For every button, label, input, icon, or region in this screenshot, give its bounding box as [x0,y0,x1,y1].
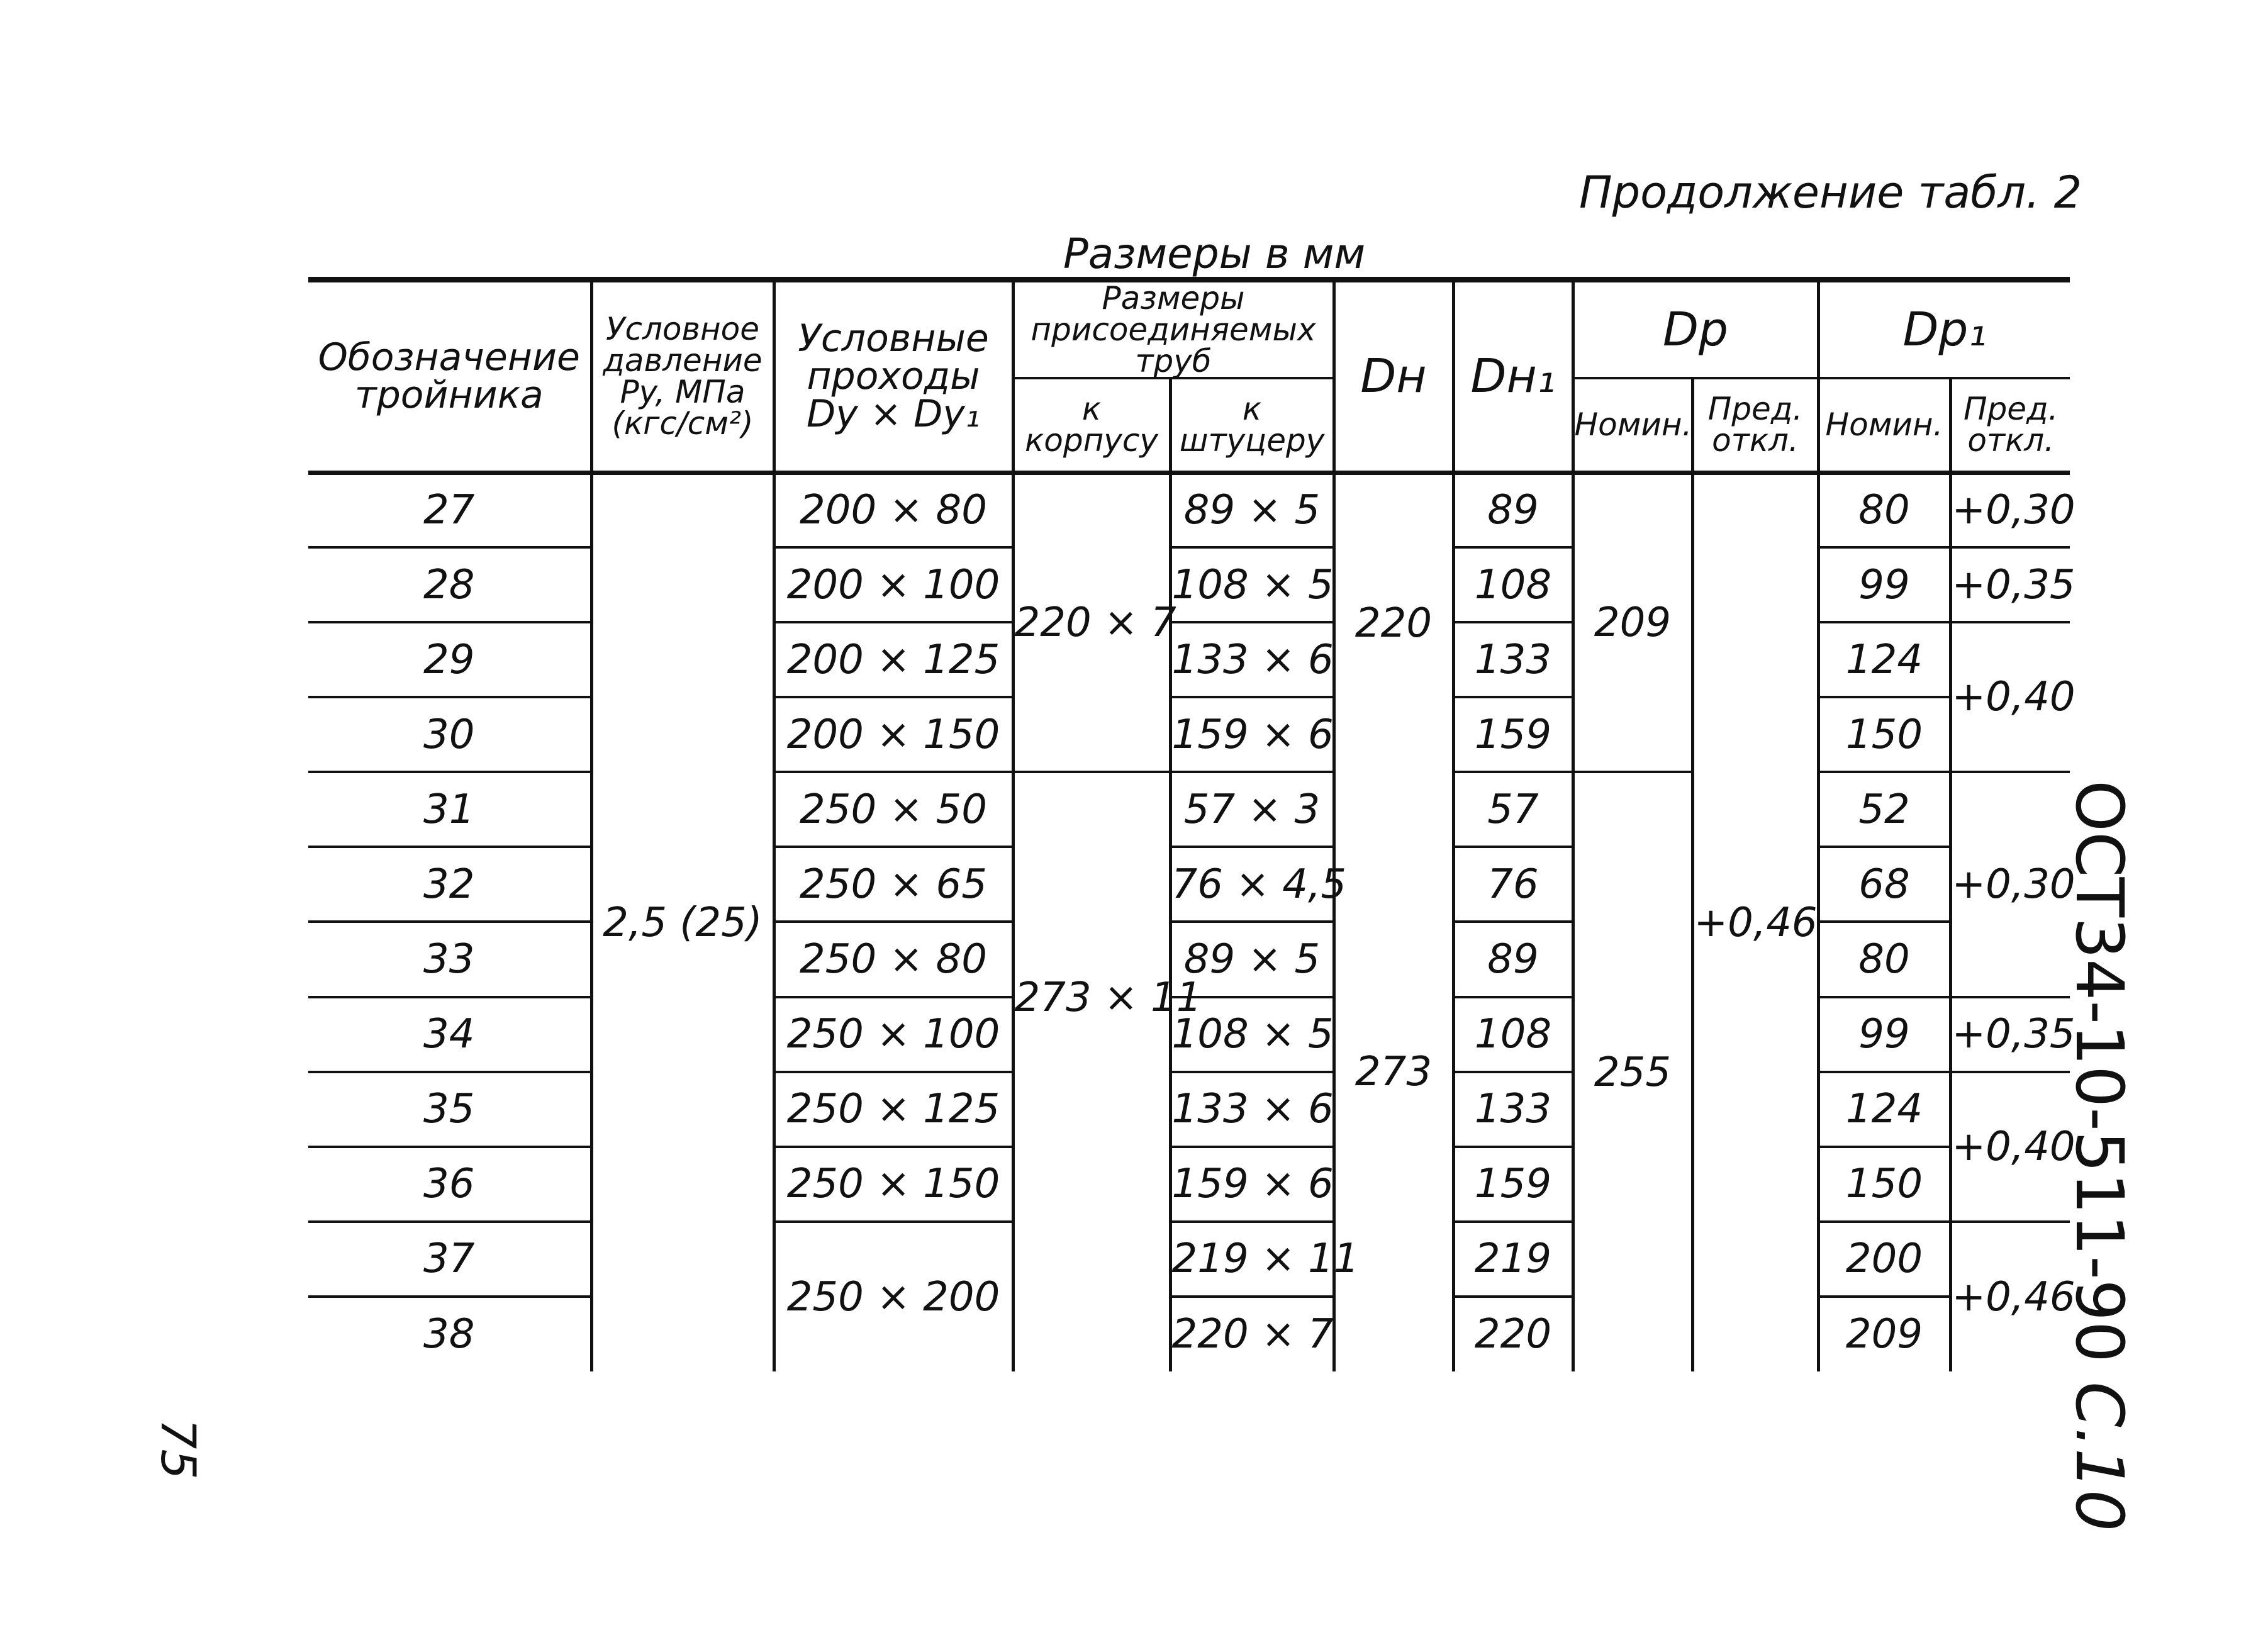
header-to-fitting: к штуцеру [1170,378,1334,472]
header-pressure: Условное давление Py, МПа (кгс/см²) [591,280,774,473]
body-pipe-cell-empty [1013,1222,1170,1371]
designation-cell: 28 [308,547,591,622]
header-dp: Dр [1573,280,1818,379]
designation-cell: 38 [308,1297,591,1371]
designation-cell: 34 [308,997,591,1072]
fitting-pipe-cell: 159 × 6 [1170,1147,1334,1222]
header-passages: Условные проходы Dy × Dy₁ [774,280,1013,473]
fitting-pipe-cell: 133 × 6 [1170,1072,1334,1147]
designation-cell: 29 [308,622,591,697]
fitting-pipe-cell: 76 × 4,5 [1170,847,1334,922]
passage-cell: 200 × 150 [774,697,1013,772]
fitting-pipe-cell: 57 × 3 [1170,772,1334,847]
dn1-cell: 133 [1453,622,1573,697]
dp1-deviation-cell: +0,35 [1950,547,2070,622]
designation-cell: 35 [308,1072,591,1147]
dp1-nominal-cell: 124 [1818,622,1950,697]
header-dp1-deviation: Пред. откл. [1950,378,2070,472]
dp-nominal-cell: 209 [1573,472,1692,772]
fitting-pipe-cell: 89 × 5 [1170,472,1334,547]
dn1-cell: 159 [1453,1147,1573,1222]
designation-cell: 31 [308,772,591,847]
dp1-deviation-cell: +0,46 [1950,1222,2070,1371]
dn1-cell: 219 [1453,1222,1573,1297]
dn1-cell: 220 [1453,1297,1573,1371]
page-number: 75 [150,1419,206,1480]
dn1-cell: 57 [1453,772,1573,847]
dp-nominal-cell: 255 [1573,772,1692,1371]
designation-cell: 36 [308,1147,591,1222]
dp1-nominal-cell: 80 [1818,472,1950,547]
header-dp-nominal: Номин. [1573,378,1692,472]
dn-cell: 220 [1334,472,1453,772]
dp1-nominal-cell: 68 [1818,847,1950,922]
units-label: Размеры в мм [1063,230,1366,278]
fitting-pipe-cell: 89 × 5 [1170,922,1334,997]
passage-cell: 200 × 80 [774,472,1013,547]
passage-cell: 250 × 50 [774,772,1013,847]
designation-cell: 30 [308,697,591,772]
dn1-cell: 76 [1453,847,1573,922]
dn1-cell: 89 [1453,922,1573,997]
dp1-nominal-cell: 200 [1818,1222,1950,1297]
header-pipes: Размеры присоединяемых труб [1013,280,1334,379]
header-designation: Обозначение тройника [308,280,591,473]
dp1-deviation-cell: +0,30 [1950,772,2070,997]
dp-deviation-cell: +0,46 [1692,472,1818,1371]
passage-cell: 250 × 150 [774,1147,1013,1222]
passage-cell: 250 × 200 [774,1222,1013,1371]
table-continuation-label: Продолжение табл. 2 [1579,167,2082,218]
designation-cell: 33 [308,922,591,997]
passage-cell: 200 × 100 [774,547,1013,622]
dp1-deviation-cell: +0,30 [1950,472,2070,547]
dn1-cell: 108 [1453,547,1573,622]
sheet-number: С.10 [2061,1382,2138,1532]
pressure-cell: 2,5 (25) [591,472,774,1371]
dn-cell: 273 [1334,772,1453,1371]
passage-cell: 250 × 125 [774,1072,1013,1147]
body-pipe-cell: 220 × 7 [1013,472,1170,772]
dn1-cell: 108 [1453,997,1573,1072]
passage-cell: 250 × 80 [774,922,1013,997]
designation-cell: 37 [308,1222,591,1297]
dp1-nominal-cell: 80 [1818,922,1950,997]
passage-cell: 250 × 65 [774,847,1013,922]
designation-cell: 27 [308,472,591,547]
dn1-cell: 133 [1453,1072,1573,1147]
header-to-body: к корпусу [1013,378,1170,472]
header-dp-deviation: Пред. откл. [1692,378,1818,472]
table-row [308,472,2070,547]
designation-cell: 32 [308,847,591,922]
header-dn1: Dн₁ [1453,280,1573,473]
fitting-pipe-cell: 219 × 11 [1170,1222,1334,1297]
passage-cell: 200 × 125 [774,622,1013,697]
dp1-nominal-cell: 52 [1818,772,1950,847]
dp1-deviation-cell: +0,35 [1950,997,2070,1072]
header-dp1-nominal: Номин. [1818,378,1950,472]
header-dp1: Dр₁ [1818,280,2070,379]
body-pipe-cell: 273 × 11 [1013,772,1170,1221]
fitting-pipe-cell: 108 × 5 [1170,547,1334,622]
fitting-pipe-cell: 133 × 6 [1170,622,1334,697]
dp1-deviation-cell: +0,40 [1950,1072,2070,1222]
standard-code-text: ОСТ34-10-511-90 [2061,780,2138,1363]
dn1-cell: 159 [1453,697,1573,772]
passage-cell: 250 × 100 [774,997,1013,1072]
fitting-pipe-cell: 159 × 6 [1170,697,1334,772]
spec-table [308,277,2075,1371]
fitting-pipe-cell: 220 × 7 [1170,1297,1334,1371]
dp1-nominal-cell: 150 [1818,1147,1950,1222]
dp1-nominal-cell: 209 [1818,1297,1950,1371]
dp1-nominal-cell: 99 [1818,997,1950,1072]
fitting-pipe-cell: 108 × 5 [1170,997,1334,1072]
dp1-nominal-cell: 150 [1818,697,1950,772]
header-dn: Dн [1334,280,1453,473]
dp1-deviation-cell: +0,40 [1950,622,2070,772]
dn1-cell: 89 [1453,472,1573,547]
dp1-nominal-cell: 99 [1818,547,1950,622]
dp1-nominal-cell: 124 [1818,1072,1950,1147]
